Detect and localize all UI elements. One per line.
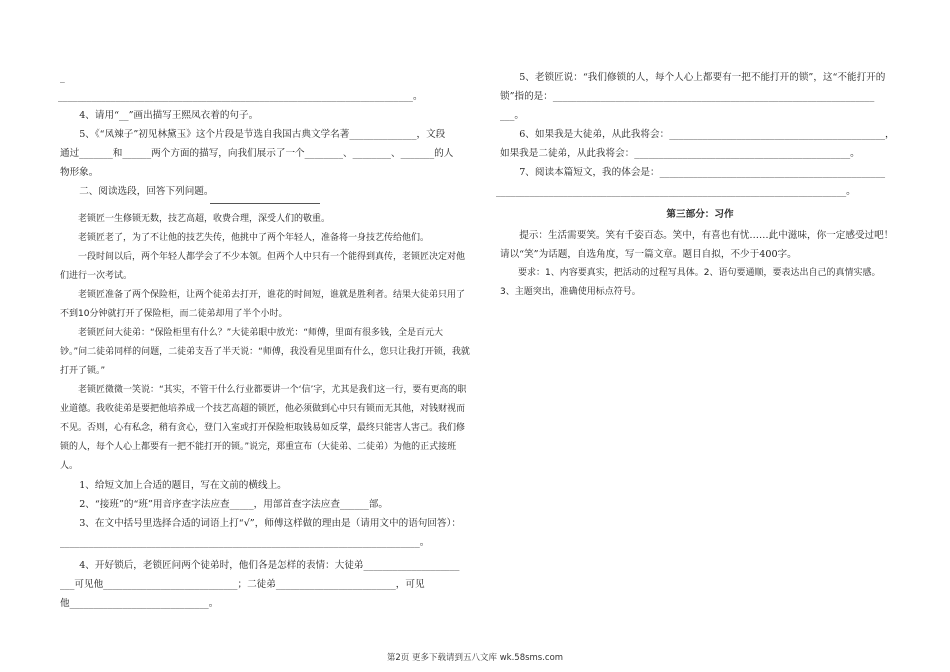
answer-line: __________________________________________________________________________。 <box>58 91 423 102</box>
reading-question-2: 2、“接班”的“班”用音序查字法应查_____，用部首查字法应查______部。 <box>79 499 388 510</box>
page-footer: 第2页 更多下载请到五八文库 wk.58sms.com <box>386 653 564 663</box>
writing-prompt-line-1: 提示：生活需要笑。笑有千姿百态。笑中，有喜也有忧……此中滋味，你一定感受过吧！ <box>519 230 894 241</box>
question-5-line-1: 5、《“凤辣子”初见林黛玉》这个片段是节选自我国古典文学名著______________，文段 <box>79 129 446 140</box>
question-6-line-1: 6、如果我是大徒弟，从此我将会：_____________________________________________， <box>519 129 895 140</box>
writing-prompt-line-2: 请以“笑”为话题，自选角度，写一篇文章。题目自拟，不少于400字。 <box>500 249 797 260</box>
reading-question-4-line-1: 4、开好锁后，老锁匠问两个徒弟时，他们各是怎样的表情：大徒弟____________________ <box>79 560 460 571</box>
writing-requirement-line-1: 要求：1、内容要真实，把活动的过程写具体。2、语句要通顺，要表达出自己的真情实感。 <box>518 268 881 278</box>
top-mark: _ <box>60 72 65 83</box>
right-column <box>496 68 900 302</box>
reading-question-4-line-3: 他_____________________________。 <box>60 598 219 609</box>
part2-title: 二、阅读选段，回答下列问题。 <box>79 186 214 197</box>
story-para-6: 老锁匠微微一笑说：“其实，不管干什么行业都要讲一个‘信’字，尤其是我们这一行，要有更高的职业道德。我收徒弟是要把他培养成一个技艺高超的锁匠，他必须做到心中只有锁而无其他，对钱财视而不见。否则，心有私念，稍有贪心，登门入室或打开保险柜取钱易如反掌，最终只能害人害己。我们修锁的人，每个人心上都要有一把不能打开的锁。”说完，郑重宣布（大徒弟、二徒弟）为他的正式接班人。 <box>60 385 467 471</box>
left-column <box>60 68 470 613</box>
reading-question-1: 1、给短文加上合适的题目，写在文前的横线上。 <box>79 480 287 491</box>
story-para-5: 老锁匠问大徒弟：“保险柜里有什么？”大徒弟眼中放光：“师傅，里面有很多钱，全是百元大钞。”问二徒弟同样的问题，二徒弟支吾了半天说：“师傅，我没看见里面有什么，您只让我打开锁，我就打开了锁。” <box>60 328 470 376</box>
story-para-4: 老锁匠准备了两个保险柜，让两个徒弟去打开，谁花的时间短，谁就是胜利者。结果大徒弟只用了不到10分钟就打开了保险柜，而二徒弟却用了半个小时。 <box>60 290 466 319</box>
title-blank-line <box>210 203 320 204</box>
reading-question-3: 3、在文中括号里选择合适的词语上打“√”，师傅这样做的理由是（请用文中的语句回答）： <box>79 518 461 529</box>
answer-line-q3: ___________________________________________________________________________。 <box>60 537 430 548</box>
part3-title: 第三部分：习作 <box>666 209 734 220</box>
question-7: 7、阅读本篇短文，我的体会是：_______________________________________________ <box>519 167 886 178</box>
question-6-line-2: 如果我是二徒弟，从此我将会：_____________________________________________。 <box>500 148 860 159</box>
question-5r-line-3: ___。 <box>500 110 524 121</box>
question-5-line-3: 物形象。 <box>60 167 99 178</box>
story-para-1: 老锁匠一生修锁无数，技艺高超，收费合理，深受人们的敬重。 <box>78 214 331 224</box>
question-5r-line-1: 5、老锁匠说：“我们修锁的人，每个人心上都要有一把不能打开的锁”，这“不能打开的 <box>519 72 886 83</box>
question-4: 4、请用“__”画出描写王熙凤衣着的句子。 <box>79 110 259 121</box>
writing-requirement-line-2: 3、主题突出，准确使用标点符号。 <box>500 287 641 297</box>
answer-line-q7: _________________________________________________________________________。 <box>496 186 856 197</box>
question-5r-line-2: 锁”指的是：___________________________________________________________________ <box>500 91 875 102</box>
story-para-3: 一段时间以后，两个年轻人都学会了不少本领。但两个人中只有一个能得到真传，老锁匠决定对他们进行一次考试。 <box>60 252 466 281</box>
reading-question-4-line-2: ___可见他____________________________；二徒弟_________________________，可见 <box>60 579 425 590</box>
question-5-line-2: 通过_______和______两个方面的描写，向我们展示了一个________、________、_______的人 <box>60 148 454 159</box>
story-text <box>60 210 470 476</box>
story-para-2: 老锁匠老了，为了不让他的技艺失传，他挑中了两个年轻人，准备将一身技艺传给他们。 <box>78 233 430 243</box>
